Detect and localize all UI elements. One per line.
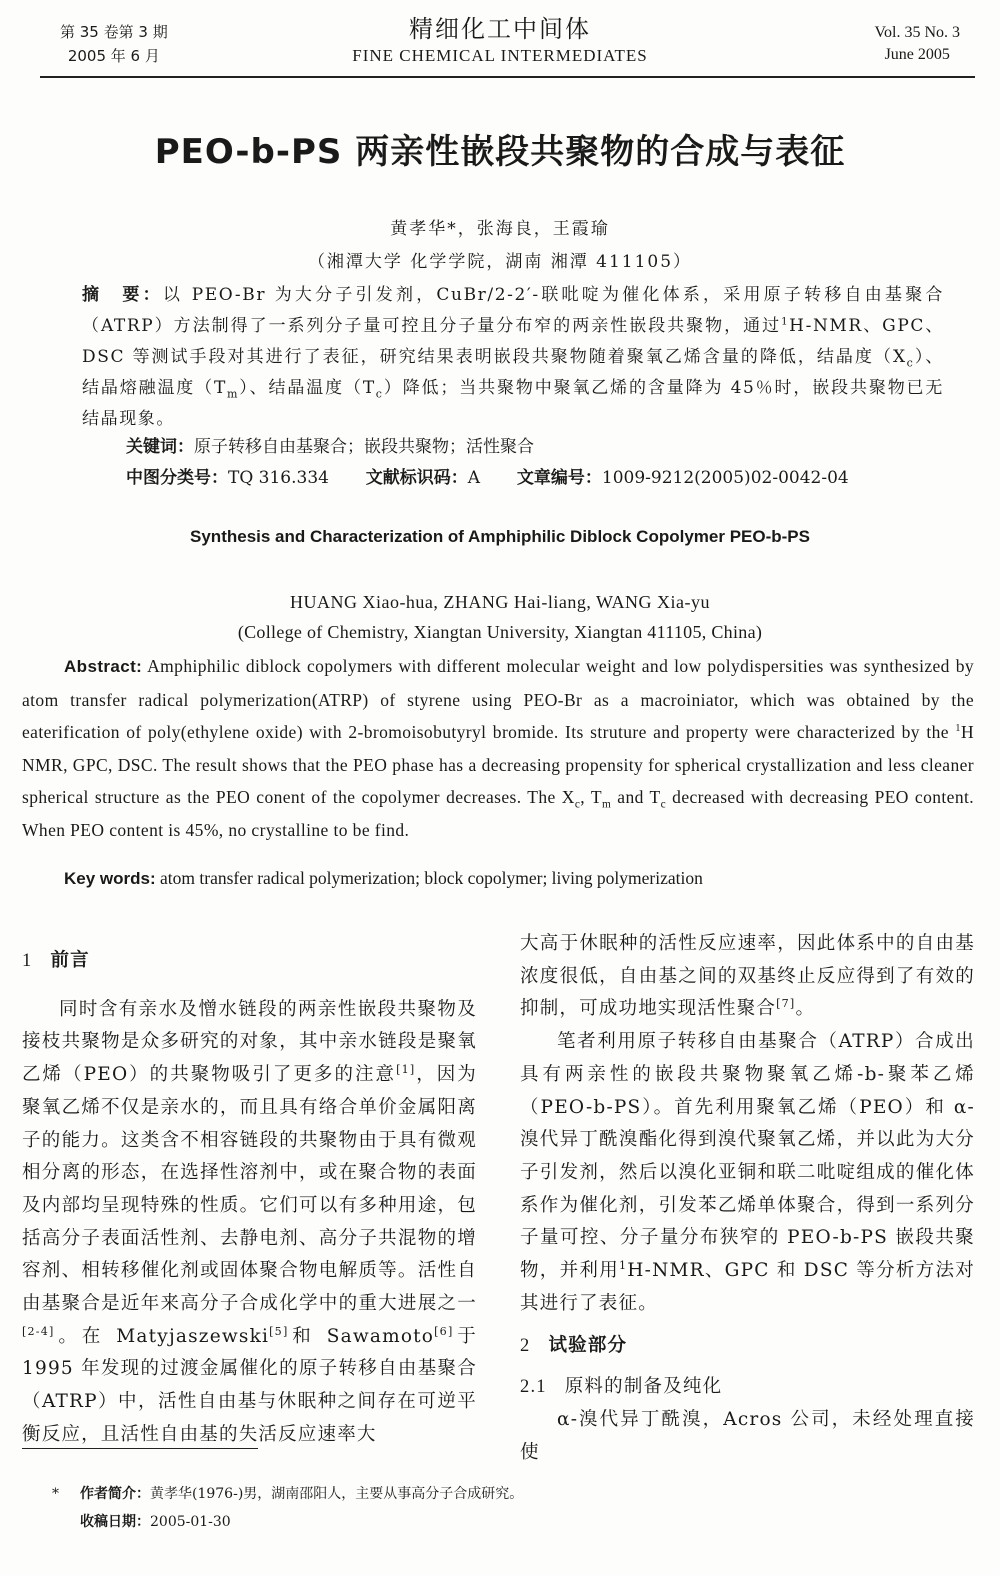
keywords-text-en: atom transfer radical polymerization; block copolymer; living polymerization: [155, 868, 703, 888]
subsection-title: 原料的制备及纯化: [564, 1376, 723, 1398]
keywords-cn: [126, 432, 534, 462]
section-number: 1: [22, 951, 33, 971]
header-rule: [40, 76, 975, 78]
subscript: m: [226, 387, 240, 401]
affiliation-cn: （湘潭大学 化学学院，湖南 湘潭 411105）: [307, 252, 693, 272]
paper-title-en: Synthesis and Characterization of Amphiphilic Diblock Copolymer PEO-b-PS: [190, 527, 810, 546]
abstract-text: ）、结晶熔融温度（T: [82, 347, 944, 398]
body-text: 大高于休眠种的活性反应速率，因此体系中的自由基浓度很低，自由基之间的双基终止反应得到了有效的抑制，可成功地实现活性聚合: [520, 933, 975, 1020]
subscript: c: [906, 356, 915, 370]
citation: [2-4]: [22, 1324, 55, 1338]
citation: [5]: [269, 1324, 289, 1338]
abstract-text: , T: [580, 787, 602, 807]
superscript: 1: [955, 723, 961, 735]
section-title: 前言: [50, 950, 90, 971]
body-text: 。: [795, 998, 816, 1020]
article-no-label: 文章编号：: [516, 468, 602, 488]
citation: [6]: [434, 1324, 454, 1338]
doc-code-value: A: [467, 468, 481, 488]
abstract-text: 以 PEO-Br 为大分子引发剂，CuBr/2-2′-联吡啶为催化体系，采用原子转移自由基聚合（ATRP）方法制得了一系列分子量可控且分子量分布窄的两亲性嵌段共聚物，通过: [82, 285, 945, 336]
issue-info-en: [875, 22, 961, 66]
abstract-label-cn: 摘 要：: [82, 285, 163, 305]
abstract-en: [22, 650, 974, 846]
received-date-label: 收稿日期：: [80, 1514, 150, 1530]
classification-line: [126, 463, 849, 493]
received-date-value: 2005-01-30: [150, 1514, 231, 1530]
issue-date-cn: 2005 年 6 月: [67, 47, 160, 65]
paragraph-intro-1: [22, 994, 477, 1452]
body-column-left: [22, 945, 477, 1452]
body-text: ，因为聚氧乙烯不仅是亲水的，而且具有络合单价金属阳离子的能力。这类含不相容链段的共聚物由于具有微观相分离的形态，在选择性溶剂中，或在聚合物的表面及内部均呈现特殊的性质。它们可以有多种用途，包括高分子表面活性剂、去静电剂、高分子共混物的增容剂、相转移催化剂或固体聚合物电解质等。活性自由基聚合是近年来高分子合成化学中的重大进展之一: [22, 1064, 478, 1315]
paragraph-intro-1-cont: [520, 928, 975, 1026]
body-text: H-NMR、GPC 和 DSC 等分析方法对其进行了表征。: [520, 1260, 975, 1314]
journal-name-en: FINE CHEMICAL INTERMEDIATES: [352, 46, 648, 65]
section-title: 试验部分: [548, 1335, 628, 1357]
issue-number-cn: 第 35 卷第 3 期: [60, 23, 168, 41]
keywords-en: [64, 868, 703, 889]
footnote: [52, 1480, 524, 1536]
paragraph-intro-2: [520, 1026, 975, 1320]
footnote-star: *: [52, 1486, 59, 1502]
article-no-value: 1009-9212(2005)02-0042-04: [601, 468, 849, 488]
abstract-text: ）降低；当共聚物中聚氧乙烯的含量降为 45％时，嵌段共聚物已无结晶现象。: [82, 378, 945, 429]
subsection-heading-2-1: [520, 1371, 975, 1404]
citation: [7]: [776, 997, 796, 1011]
footnote-rule: [22, 1448, 258, 1449]
affiliation-en: (College of Chemistry, Xiangtan University, Xiangtan 411105, China): [237, 622, 763, 642]
paragraph-materials: α-溴代异丁酰溴，Acros 公司，未经处理直接使: [520, 1408, 975, 1463]
keywords-label-en: Key words:: [64, 869, 156, 888]
authors-en: HUANG Xiao-hua, ZHANG Hai-liang, WANG Xia-yu: [289, 592, 711, 612]
superscript: 1: [619, 1258, 628, 1272]
journal-name-cn: 精细化工中间体: [409, 15, 591, 43]
body-text: 同时含有亲水及憎水链段的两亲性嵌段共聚物及接枝共聚物是众多研究的对象，其中亲水链段是聚氧乙烯（PEO）的共聚物吸引了更多的注意: [22, 998, 477, 1086]
subscript: c: [574, 798, 581, 811]
abstract-text: Amphiphilic diblock copolymers with different molecular weight and low polydispersities was synthesized by atom transfer radical polymerization(ATRP) of styrene using PEO-Br as a macroiniator, which was obtained by the eaterification of poly(ethylene oxide) with 2-bromoisobutyryl bromide. Its struture and property were characterized by the: [22, 656, 974, 742]
section-heading-2: [520, 1330, 975, 1363]
paper-title-cn: PEO-b-PS 两亲性嵌段共聚物的合成与表征: [154, 132, 846, 172]
volume-en: Vol. 35 No. 3: [874, 24, 960, 41]
abstract-text: H NMR, GPC, DSC. The result shows that the PEO phase has a decreasing propensity for spherical crystallization and less cleaner spherical structure as the PEO conent of the copolymer decreases. The X: [22, 722, 974, 807]
superscript: 1: [781, 316, 790, 328]
abstract-label-en: Abstract:: [64, 657, 143, 676]
body-text: 和 Sawamoto: [288, 1325, 435, 1347]
received-date: [56, 1508, 523, 1536]
body-column-right: [520, 928, 975, 1469]
abstract-text: ）、结晶温度（T: [239, 378, 376, 398]
keywords-text-cn: 原子转移自由基聚合；嵌段共聚物；活性聚合: [194, 437, 534, 457]
section-heading-1: [22, 945, 477, 978]
abstract-text: and T: [611, 787, 661, 807]
author-bio-text: 黄孝华(1976-)男，湖南邵阳人，主要从事高分子合成研究。: [150, 1486, 524, 1502]
subscript: c: [660, 798, 667, 811]
clc-value: TQ 316.334: [228, 468, 329, 488]
issue-date-en: June 2005: [884, 46, 950, 63]
citation: [1]: [396, 1062, 416, 1076]
author-bio: [52, 1480, 524, 1508]
journal-name: [0, 14, 1000, 68]
clc-label: 中图分类号：: [126, 468, 228, 488]
doc-code-label: 文献标识码：: [365, 468, 468, 488]
authors-cn: 黄孝华*，张海良，王霞瑜: [390, 219, 610, 239]
abstract-text: decreased with decreasing PEO content. When PEO content is 45%, no crystalline to be find.: [22, 787, 975, 840]
body-text: 笔者利用原子转移自由基聚合（ATRP）合成出具有两亲性的嵌段共聚物聚氧乙烯-b-聚苯乙烯（PEO-b-PS）。首先利用聚氧乙烯（PEO）和 α-溴代异丁酰溴酯化得到溴代聚氧乙烯，并以此为大分子引发剂，然后以溴化亚铜和联二吡啶组成的催化体系作为催化剂，引发苯乙烯单体聚合，得到一系列分子量可控、分子量分布狭窄的 PEO-b-PS 嵌段共聚物，并利用: [520, 1031, 975, 1282]
body-text: 于 1995 年发现的过渡金属催化的原子转移自由基聚合（ATRP）中，活性自由基与休眠种之间存在可逆平衡反应，且活性自由基的失活反应速率大: [22, 1325, 478, 1445]
subscript: c: [375, 387, 384, 401]
section-number: 2: [520, 1336, 531, 1357]
body-text: 。在 Matyjaszewski: [54, 1325, 270, 1347]
author-bio-label: 作者简介：: [80, 1486, 150, 1502]
keywords-label-cn: 关键词：: [126, 437, 194, 457]
abstract-cn: [82, 280, 944, 435]
abstract-text: H-NMR、GPC、DSC 等测试手段对其进行了表征，研究结果表明嵌段共聚物随着聚氧乙烯含量的降低，结晶度（X: [82, 316, 944, 367]
subscript: m: [601, 798, 612, 811]
subsection-number: 2.1: [520, 1377, 547, 1398]
